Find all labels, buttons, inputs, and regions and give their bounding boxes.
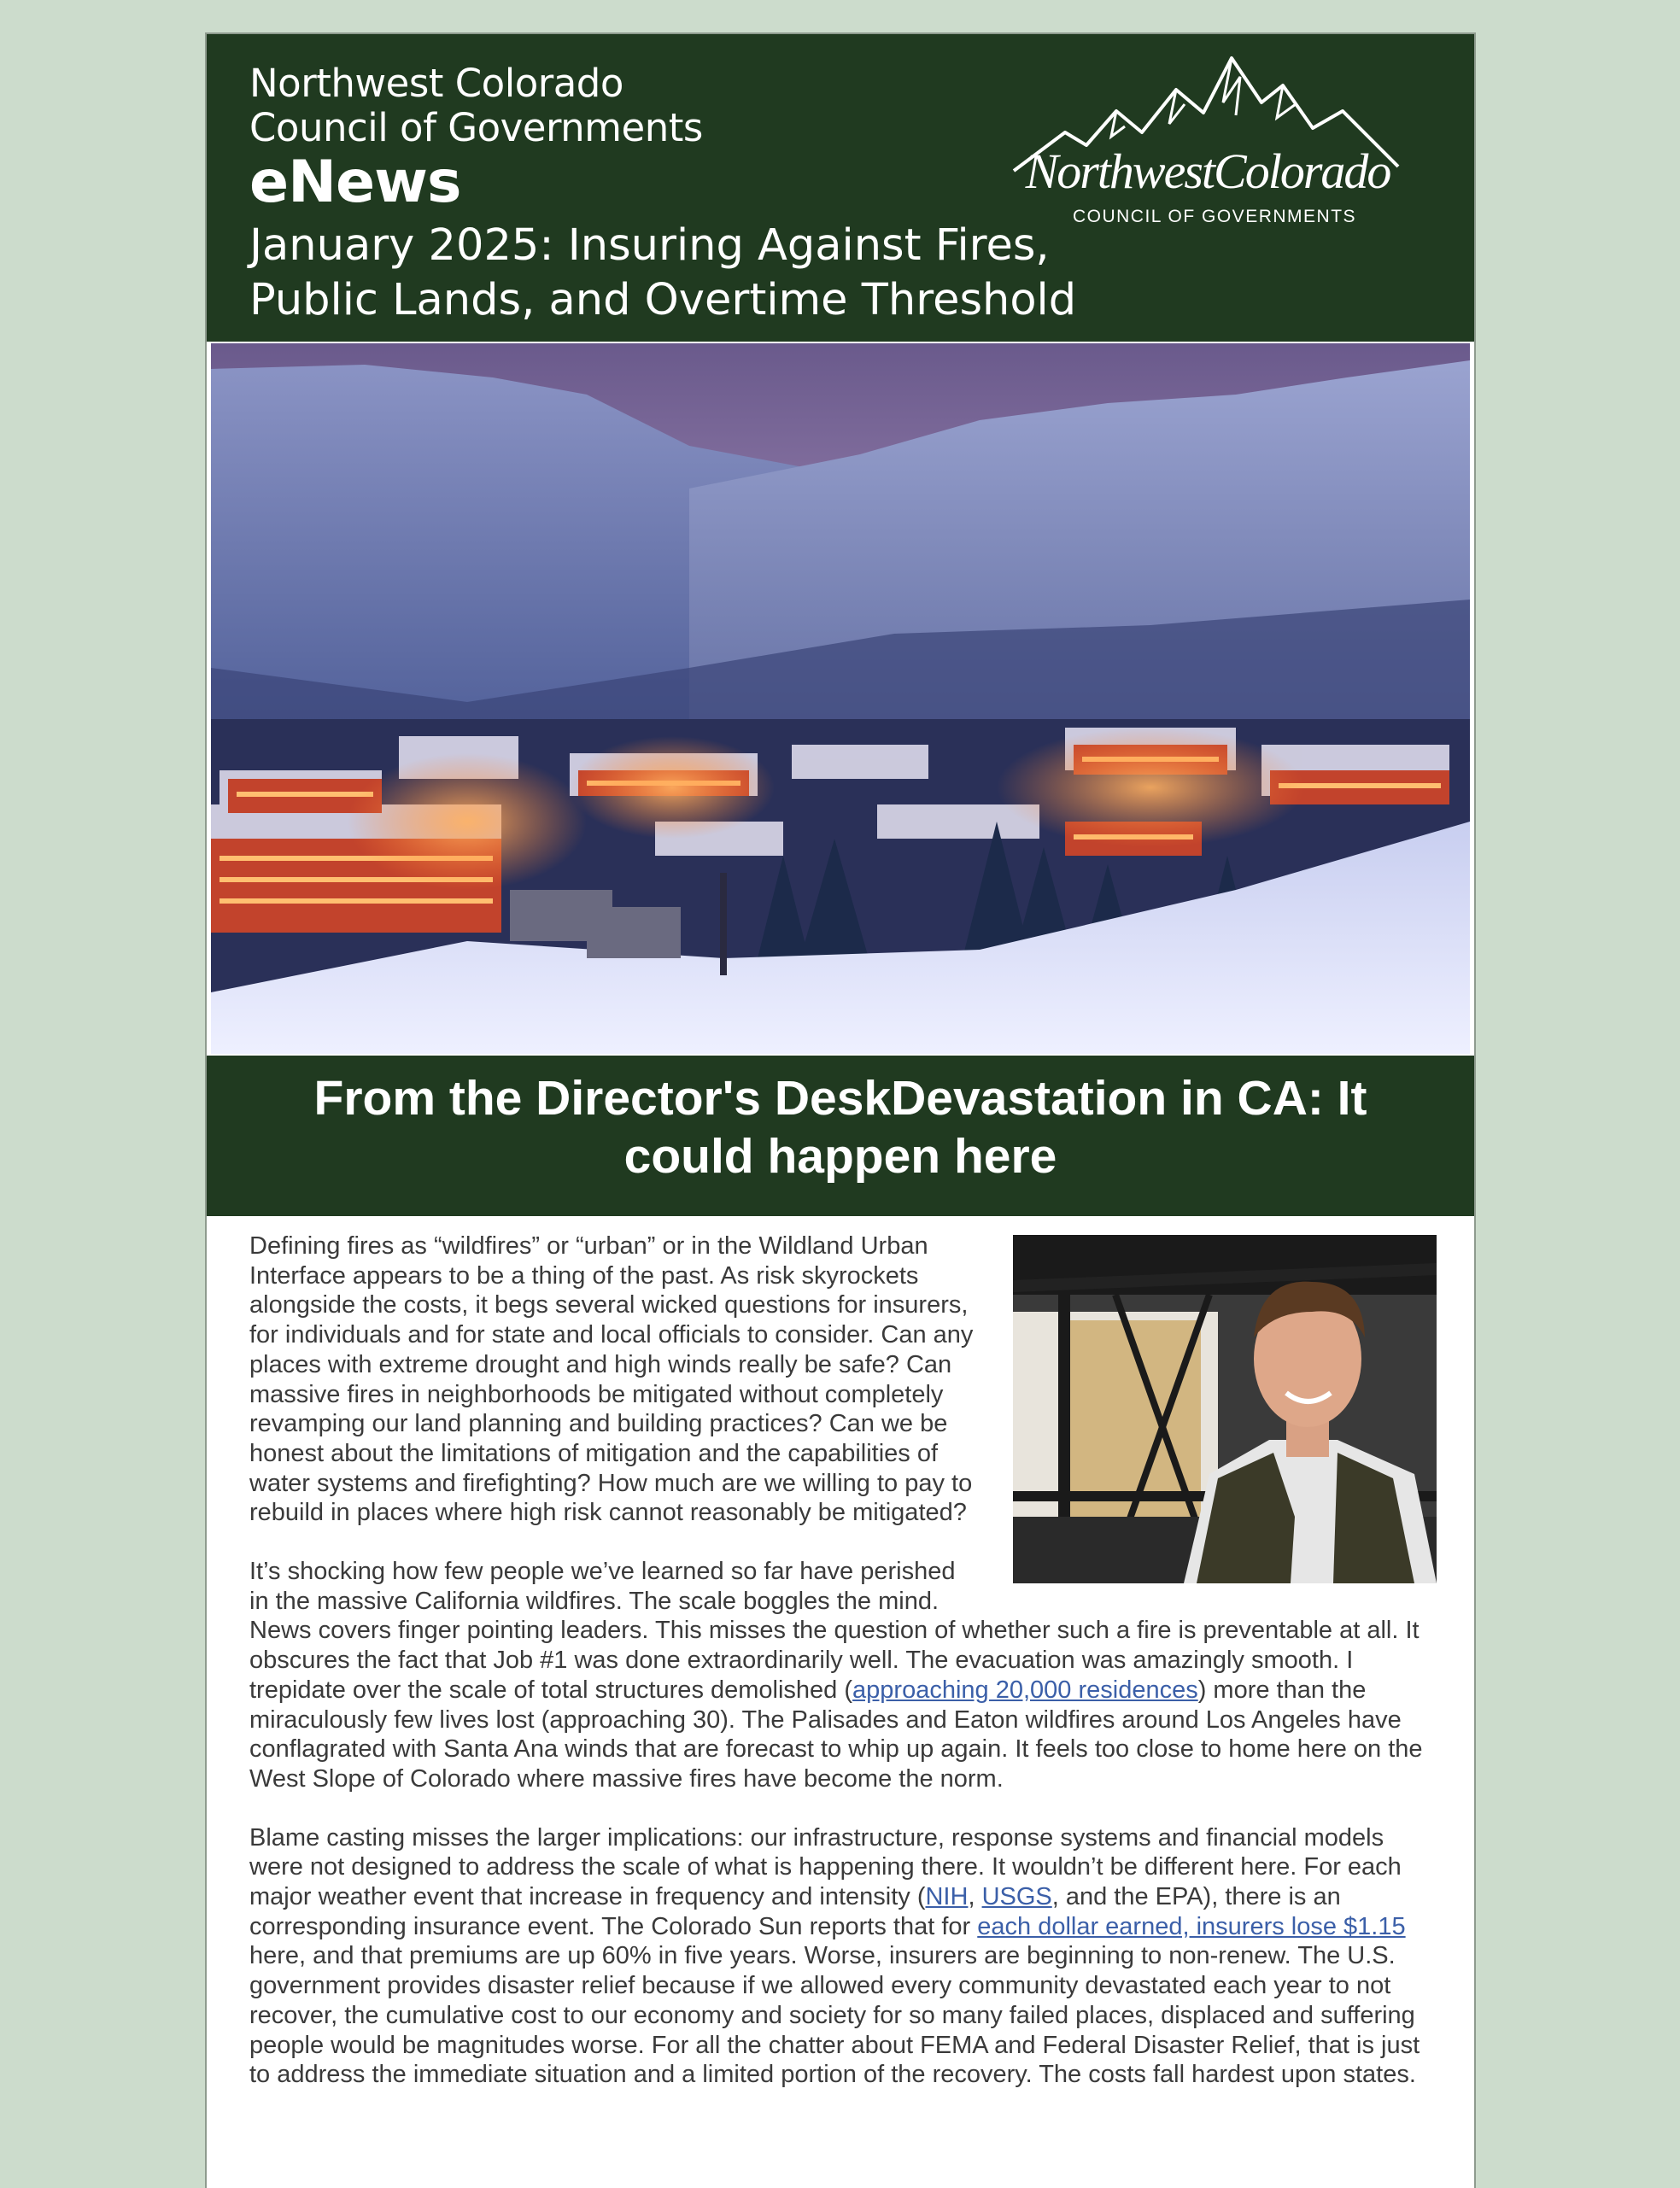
paragraph-2-text-a: It’s shocking how few people we’ve learned so far have perished in the massive California wildfires. The scale boggles the mind. News covers finger pointing leaders. This misses the question of whether such a fire is preventable at all. It obscures the fact that Job #1 was done extraordinarily well. The evacuation was amazingly smooth. I trepidate over the scale of total structures demolished ( <box>249 1558 1420 1704</box>
paragraph-2-text-b: ) more than the miraculously few lives lost (approaching 30). The Palisades and Eaton wildfires around Los Angeles have conflagrated with Santa Ana winds that are forecast to whip up again. It feels too close to home here on the West Slope of Colorado where massive fires have become the norm. <box>249 1676 1423 1793</box>
insurers-lose-link[interactable]: each dollar earned, insurers lose $1.15 <box>977 1912 1406 1940</box>
newsletter-name: eNews <box>249 149 461 216</box>
logo-wordmark: NorthwestColorado <box>1025 143 1390 199</box>
article-paragraph-2 <box>249 1557 1437 1794</box>
article-paragraph-3 <box>249 1823 1437 2090</box>
newsletter-container <box>205 32 1476 2188</box>
hero-image <box>211 343 1470 1054</box>
issue-title: January 2025: Insuring Against Fires, Public Lands, and Overtime Threshold <box>249 220 1077 325</box>
section-banner <box>207 1056 1474 1216</box>
logo-subtitle: COUNCIL OF GOVERNMENTS <box>1072 207 1357 226</box>
org-name-line-2: Council of Governments <box>249 105 703 150</box>
org-logo <box>1005 51 1407 248</box>
director-photo <box>1013 1235 1437 1583</box>
section-title: From the Director's DeskDevastation in CA: It could happen here <box>313 1071 1367 1184</box>
usgs-link[interactable]: USGS <box>981 1883 1052 1911</box>
paragraph-3-text-a: Blame casting misses the larger implications: our infrastructure, response systems and financial models were not designed to address the scale of what is happening there. It wouldn’t be different here. For each major weather event that increase in frequency and intensity ( <box>249 1823 1402 1911</box>
paragraph-3-text-b: , and the EPA), there is an corresponding insurance event. The Colorado Sun reports that for <box>249 1883 1341 1940</box>
snowy-mountain-town-image <box>211 343 1470 1054</box>
article-body <box>249 1231 1437 2119</box>
approaching-residences-link[interactable]: approaching 20,000 residences <box>852 1676 1198 1704</box>
director-portrait-image <box>1013 1235 1437 1583</box>
newsletter-header <box>207 34 1474 342</box>
paragraph-3-separator: , <box>968 1883 982 1911</box>
org-name-line-1: Northwest Colorado <box>249 61 623 106</box>
article-paragraph-1: Defining fires as “wildfires” or “urban” or in the Wildland Urban Interface appears to be a thing of the past. As risk skyrockets alongside the costs, it begs several wicked questions for insurers, for individuals and for state and local officials to consider. Can any places with extreme drought and high winds really be safe? Can massive fires in neighborhoods be mitigated without completely revamping our land planning and building practices? Can we be honest about the limitations of mitigation and the capabilities of water systems and firefighting? How much are we willing to pay to rebuild in places where high risk cannot reasonably be mitigated? <box>249 1232 974 1527</box>
nih-link[interactable]: NIH <box>925 1883 969 1911</box>
paragraph-3-text-c: here, and that premiums are up 60% in five years. Worse, insurers are beginning to non-renew. The U.S. government provides disaster relief because if we allowed every community devastated each year to not recover, the cumulative cost to our economy and society for so many failed places, displaced and suffering people would be magnitudes worse. For all the chatter about FEMA and Federal Disaster Relief, that is just to address the immediate situation and a limited portion of the recovery. The costs fall hardest upon states. <box>249 1942 1420 2089</box>
